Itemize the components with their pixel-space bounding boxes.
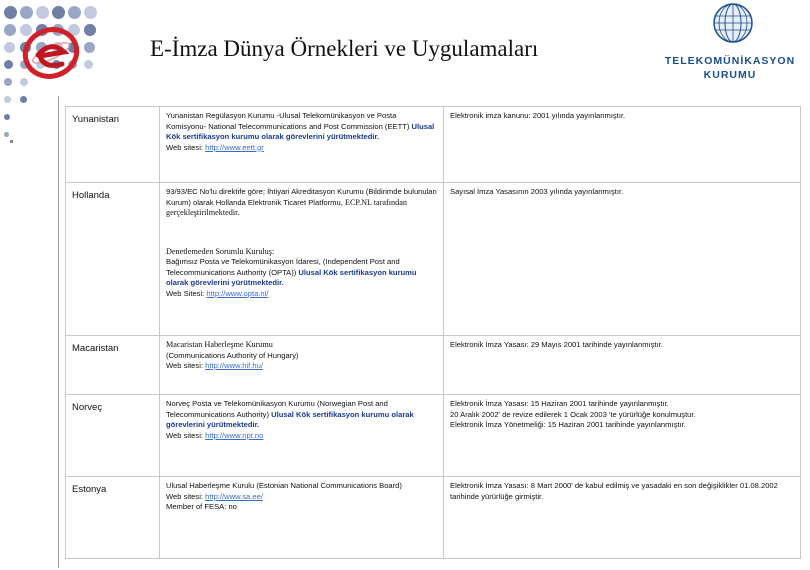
web-link[interactable]: http://www.hif.hu/ <box>205 361 263 370</box>
org-name-line2: KURUMU <box>703 69 757 81</box>
decorative-dot <box>20 96 27 103</box>
description-cell <box>160 107 444 183</box>
decorative-dot <box>84 24 96 36</box>
law-cell <box>444 395 801 477</box>
divider-mark <box>10 140 13 143</box>
decorative-dot <box>84 42 95 53</box>
description-serif-text: ECP.NL tarafından gerçekleştirilmektedir. <box>166 197 407 217</box>
decorative-dot <box>36 6 49 19</box>
web-label: Web sitesi: <box>166 430 203 440</box>
description-text: (Communications Authority of Hungary) <box>166 350 299 360</box>
supervisor-text: Bağımsız Posta ve Telekomünikasyon İdaresi, (Independent Post and Telecommunications Authority (OPTA)) <box>166 257 400 277</box>
org-name <box>650 54 810 82</box>
description-cell <box>160 395 444 477</box>
root-authority-text: Ulusal Kök sertifikasyon kurumu olarak görevlerini yürütmektedir. <box>166 121 435 141</box>
decorative-dot <box>4 132 9 137</box>
web-label: Web sitesi: <box>166 142 203 152</box>
decorative-dot <box>68 6 81 19</box>
decorative-dot <box>4 24 16 36</box>
root-authority-text: Ulusal Kök sertifikasyon kurumu olarak görevlerini yürütmektedir. <box>166 267 417 287</box>
decorative-dot <box>4 114 10 120</box>
description-text: Yunanistan Regülasyon Kurumu -Ulusal Telekomünikasyon ve Posta Komisyonu- National Telecommunications and Post Commission (EETT) <box>166 111 410 131</box>
supervisor-title: Denetlemeden Sorumlu Kuruluş: <box>166 246 275 256</box>
web-label: Web sitesi: <box>166 361 203 370</box>
globe-logo-icon <box>712 2 754 44</box>
decorative-dot <box>84 6 97 19</box>
web-link[interactable]: http://www.sa.ee/ <box>205 491 263 501</box>
web-link[interactable]: http://www.eett.gr <box>205 142 264 152</box>
description-text: Ulusal Haberleşme Kurulu (Estonian National Communications Board) <box>166 481 402 490</box>
law-line: 20 Aralık 2002' de revize edilerek 1 Ocak 2003 'te yürürlüğe konulmuştur. <box>450 409 696 419</box>
law-cell: Elektronik İmza Yasası: 8 Mart 2000' de kabul edilmiş ve yasadaki en son değişiklikler 01.08.2002 tarihinde yürürlüğe girmiştir. <box>444 477 801 559</box>
org-name-line1: TELEKOMÜNİKASYON <box>664 55 796 67</box>
decorative-dot <box>4 96 11 103</box>
description-cell <box>160 477 444 559</box>
web-label: Web Sitesi: <box>166 288 205 298</box>
law-line: Elektronik İmza Yönetmeliği: 15 Haziran 2001 tarihinde yayınlanmıştır. <box>450 420 686 429</box>
table-row <box>66 477 801 559</box>
table-row <box>66 107 801 183</box>
divider-line <box>58 96 59 568</box>
member-text: Member of FESA: no <box>166 502 237 511</box>
web-link[interactable]: http://www.opta.nl/ <box>206 288 269 298</box>
law-line: Elektronik İmza Yasası: 15 Haziran 2001 tarihinde yayınlanmıştır. <box>450 399 669 408</box>
description-text: Norveç Posta ve Telekomünikasyon Kurumu (Norwegian Post and Telecommunications Authority) <box>166 399 388 419</box>
country-cell: Macaristan <box>66 336 160 395</box>
description-cell <box>160 336 444 395</box>
decorative-dot <box>52 6 65 19</box>
decorative-dot <box>4 60 13 69</box>
description-text: 93/93/EC No'lu direktife göre; İhtiyari Akreditasyon Kurumu (Bildirimde bulunulan Kurum) olarak Hollanda Elektronik Ticaret Platformu, <box>166 187 437 207</box>
country-cell: Norveç <box>66 395 160 477</box>
root-authority-text: Ulusal Kök sertifikasyon kurumu olarak görevlerini yürütmektedir. <box>166 409 414 429</box>
countries-table <box>65 106 801 559</box>
page-title: E-İmza Dünya Örnekleri ve Uygulamaları <box>150 36 539 61</box>
law-cell: Elektronik İmza Yasası: 29 Mayıs 2001 tarihinde yayınlanmıştır. <box>444 336 801 395</box>
web-label: Web sitesi: <box>166 491 203 501</box>
table-row <box>66 183 801 336</box>
country-cell: Hollanda <box>66 183 160 336</box>
law-cell: Elektronik imza kanunu: 2001 yılında yayınlanmıştır. <box>444 107 801 183</box>
table-row <box>66 395 801 477</box>
description-serif-text: Macaristan Haberleşme Kurumu <box>166 340 273 349</box>
e-logo-icon <box>20 22 82 84</box>
law-cell: Sayısal İmza Yasasının 2003 yılında yayınlanmıştır. <box>444 183 801 336</box>
decorative-dot <box>84 60 93 69</box>
decorative-dot <box>4 42 15 53</box>
country-cell: Estonya <box>66 477 160 559</box>
country-cell: Yunanistan <box>66 107 160 183</box>
decorative-dot <box>20 6 33 19</box>
description-cell <box>160 183 444 336</box>
decorative-dot <box>4 6 17 19</box>
web-link[interactable]: http://www.npt.no <box>205 430 264 440</box>
table-row <box>66 336 801 395</box>
decorative-dot <box>4 78 12 86</box>
